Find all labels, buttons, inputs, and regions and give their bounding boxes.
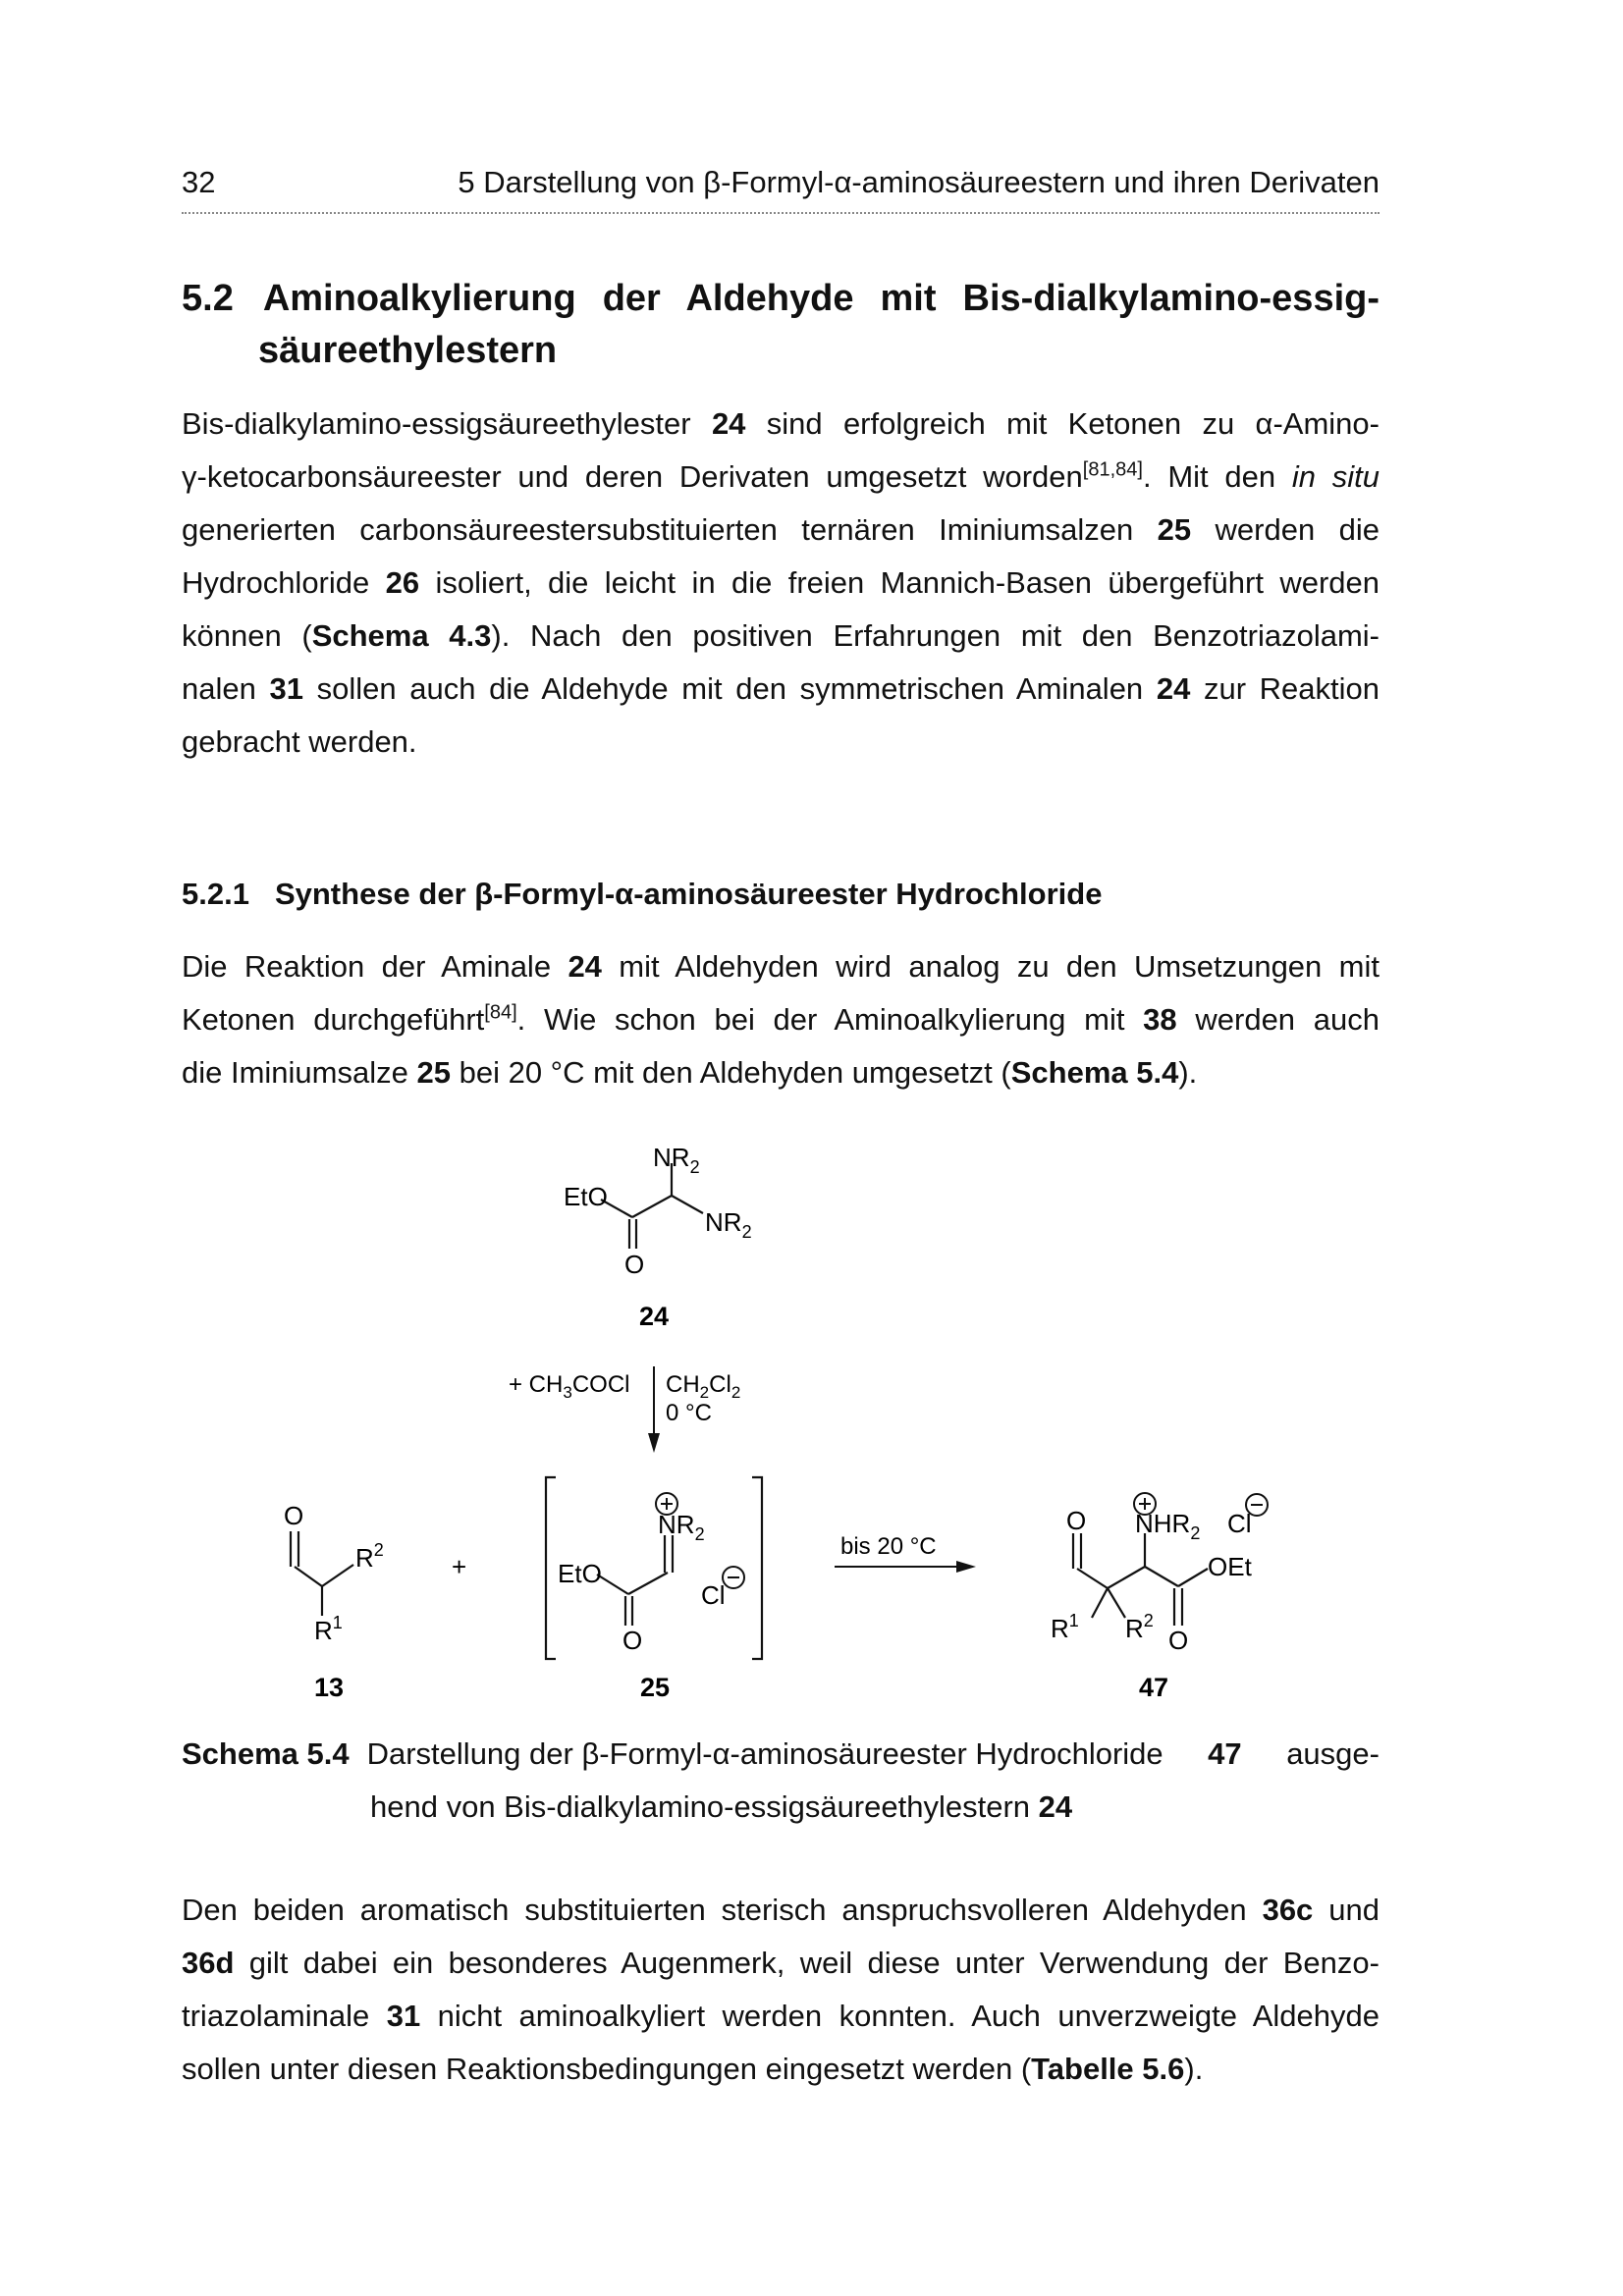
caption-line2: hend von Bis-dialkylamino-essigsäureethylestern 24 xyxy=(370,1789,1073,1824)
scheme-caption xyxy=(182,1728,1380,1834)
arrow-down-head xyxy=(648,1433,660,1453)
chapter-title: 5 Darstellung von β-Formyl-α-aminosäureestern und ihren Derivaten xyxy=(458,165,1380,199)
section-title-line2: säureethylestern xyxy=(258,330,558,371)
p1-line2: γ-ketocarbonsäureester und deren Derivaten umgesetzt worden[81,84]. Mit den in situ xyxy=(182,458,1380,494)
compound-24-bonds xyxy=(601,1163,703,1249)
p1-line7: gebracht werden. xyxy=(182,724,417,759)
c13-o: O xyxy=(284,1501,304,1530)
paragraph-1 xyxy=(182,398,1380,769)
solvent: $CH_2Cl_2$ xyxy=(666,1371,741,1402)
header-rule xyxy=(182,212,1380,214)
reaction-scheme xyxy=(0,1129,1623,1718)
reagent-left: + $CH_3COCl$ xyxy=(509,1371,630,1402)
compound-25-bonds xyxy=(597,1535,673,1626)
c25-eto: EtO xyxy=(558,1559,602,1588)
arrow-2-condition: bis 20 °C xyxy=(840,1533,937,1560)
p1-line3: generierten carbonsäureestersubstituierten ternären Iminiumsalzen 25 werden die xyxy=(182,512,1380,547)
p2-line3: die Iminiumsalze 25 bei 20 °C mit den Aldehyden umgesetzt (Schema 5.4). xyxy=(182,1055,1198,1090)
section-title-line1: Aminoalkylierung der Aldehyde mit Bis-dialkylamino-essig- xyxy=(262,278,1380,319)
compound-13-label: 13 xyxy=(314,1673,345,1702)
c47-ester-o: O xyxy=(1168,1626,1189,1655)
subsection-title: Synthese der β-Formyl-α-aminosäureester Hydrochloride xyxy=(274,877,1103,911)
p3-line2: 36d gilt dabei ein besonderes Augenmerk, weil diese unter Verwendung der Benzo- xyxy=(182,1946,1380,1980)
p1-line1: Bis-dialkylamino-essigsäureethylester 24 sind erfolgreich mit Ketonen zu α-Amino- xyxy=(182,406,1380,441)
subsection-number: 5.2.1 xyxy=(182,877,249,911)
caption-line1: Schema 5.4 Darstellung der β-Formyl-α-aminosäureester Hydrochloride 47 ausge- xyxy=(182,1728,1380,1781)
compound-25-label: 25 xyxy=(640,1673,671,1702)
compound-47-bonds xyxy=(1073,1533,1208,1626)
section-heading xyxy=(182,278,1380,372)
running-header xyxy=(182,165,1380,204)
p3-line4: sollen unter diesen Reaktionsbedingungen eingesetzt werden (Tabelle 5.6). xyxy=(182,2052,1204,2086)
p1-line6: nalen 31 sollen auch die Aldehyde mit den symmetrischen Aminalen 24 zur Reaktion xyxy=(182,671,1380,706)
c47-oet: OEt xyxy=(1208,1552,1252,1581)
caption-label: Schema 5.4 xyxy=(182,1736,350,1771)
c13-r1: $R^1$ xyxy=(314,1613,343,1645)
p3-line3: triazolaminale 31 nicht aminoalkyliert werden konnten. Auch unverzweigte Aldehyde xyxy=(182,1999,1380,2033)
c47-cl: Cl xyxy=(1227,1509,1252,1538)
page-number: 32 xyxy=(182,165,216,199)
p3-line1: Den beiden aromatisch substituierten sterisch anspruchsvolleren Aldehyden 36c und xyxy=(182,1893,1380,1927)
c25-cl: Cl xyxy=(701,1580,726,1610)
p2-line2: Ketonen durchgeführt[84]. Wie schon bei der Aminoalkylierung mit 38 werden auch xyxy=(182,1001,1380,1037)
c24-nr2-right: $NR_2$ xyxy=(705,1207,752,1242)
c47-nhr2: $NHR_2$ xyxy=(1135,1509,1201,1543)
c24-nr2-top: $NR_2$ xyxy=(653,1143,700,1177)
compound-47-label: 47 xyxy=(1139,1673,1169,1702)
c47-aldehyde-o: O xyxy=(1066,1506,1087,1535)
compound-13-bonds xyxy=(291,1531,353,1616)
c24-eto: EtO xyxy=(564,1182,608,1211)
temp-1: 0 °C xyxy=(666,1400,712,1426)
plus-sign: + xyxy=(452,1552,467,1581)
compound-24-label: 24 xyxy=(639,1302,670,1331)
c47-r2: $R^2$ xyxy=(1125,1611,1154,1643)
paragraph-3 xyxy=(182,1884,1380,2096)
c13-r2: $R^2$ xyxy=(355,1540,384,1573)
paragraph-2 xyxy=(182,940,1380,1099)
c47-r1: $R^1$ xyxy=(1051,1611,1079,1643)
p2-line1: Die Reaktion der Aminale 24 mit Aldehyden wird analog zu den Umsetzungen mit xyxy=(182,949,1380,984)
c25-o: O xyxy=(622,1626,643,1655)
subsection-heading xyxy=(182,877,1102,912)
p1-line5: können (Schema 4.3). Nach den positiven Erfahrungen mit den Benzotriazolami- xyxy=(182,618,1380,653)
section-number: 5.2 xyxy=(182,278,234,319)
p1-line4: Hydrochloride 26 isoliert, die leicht in die freien Mannich-Basen übergeführt werden xyxy=(182,565,1380,600)
c25-nr2: $NR_2$ xyxy=(658,1510,705,1544)
arrow-right-head xyxy=(956,1561,976,1573)
c24-o: O xyxy=(624,1250,645,1279)
scheme-drawing xyxy=(0,1129,1623,1718)
